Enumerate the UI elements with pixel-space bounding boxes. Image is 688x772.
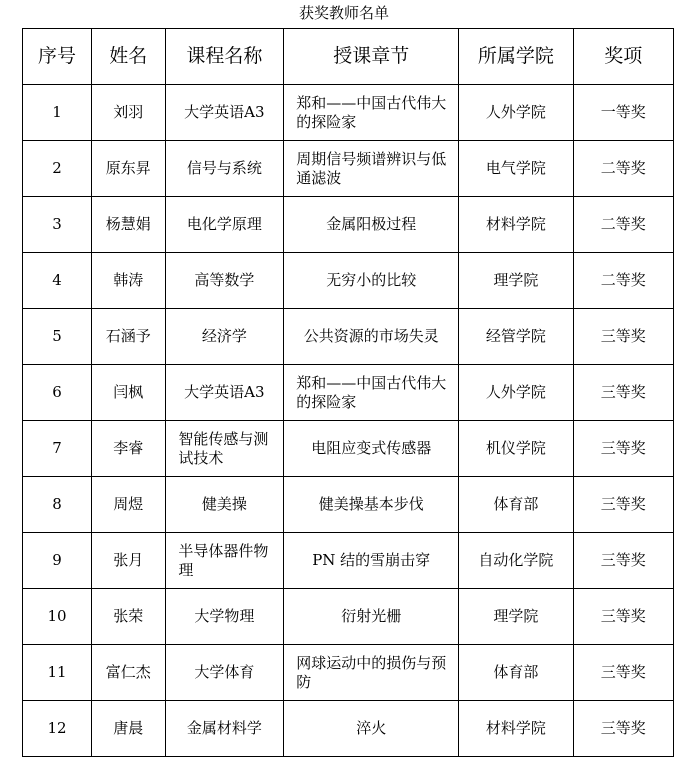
course-text: 半导体器件物理 [178,541,269,579]
table-row [23,533,674,589]
cell-course [165,645,284,701]
cell-name: 富仁杰 [92,645,165,701]
cell-award: 一等奖 [573,85,673,141]
cell-topic [284,421,459,477]
cell-topic [284,141,459,197]
cell-award: 三等奖 [573,533,673,589]
header-name: 姓名 [92,29,165,85]
table-header-row [23,29,674,85]
cell-no: 6 [23,365,92,421]
cell-topic [284,701,459,757]
cell-no: 5 [23,309,92,365]
cell-award: 二等奖 [573,253,673,309]
document-title: 获奖教师名单 [298,4,389,22]
cell-no: 11 [23,645,92,701]
cell-no: 9 [23,533,92,589]
cell-no: 3 [23,197,92,253]
table-row [23,589,674,645]
cell-course [165,141,284,197]
cell-dept: 理学院 [459,589,573,645]
table-row [23,645,674,701]
cell-topic [284,589,459,645]
cell-course [165,365,284,421]
header-dept: 所属学院 [459,29,573,85]
cell-course [165,85,284,141]
cell-course [165,309,284,365]
table-row [23,701,674,757]
cell-dept: 体育部 [459,477,573,533]
cell-no: 7 [23,421,92,477]
table-row [23,253,674,309]
cell-award: 三等奖 [573,477,673,533]
cell-topic [284,253,459,309]
cell-dept: 材料学院 [459,701,573,757]
cell-award: 二等奖 [573,197,673,253]
table-row [23,141,674,197]
cell-topic [284,477,459,533]
cell-dept: 自动化学院 [459,533,573,589]
course-text: 大学物理 [194,607,255,625]
cell-name: 刘羽 [92,85,165,141]
cell-topic [284,197,459,253]
cell-name: 石涵予 [92,309,165,365]
topic-text: 衍射光栅 [341,607,402,625]
cell-award: 三等奖 [573,309,673,365]
course-text: 金属材料学 [186,719,262,737]
topic-text: 电阻应变式传感器 [311,439,432,457]
cell-name: 唐晨 [92,701,165,757]
cell-dept: 体育部 [459,645,573,701]
cell-topic [284,85,459,141]
header-no: 序号 [23,29,92,85]
course-text: 智能传感与测试技术 [178,429,269,467]
cell-name: 张荣 [92,589,165,645]
topic-text: 周期信号频谱辨识与低通滤波 [296,149,447,187]
course-text: 健美操 [201,495,247,513]
table-row [23,365,674,421]
course-text: 大学体育 [194,663,255,681]
table-row [23,477,674,533]
table-row [23,85,674,141]
table-row [23,197,674,253]
header-course: 课程名称 [165,29,284,85]
topic-text: 郑和——中国古代伟大的探险家 [296,93,447,131]
cell-name: 韩涛 [92,253,165,309]
cell-topic [284,533,459,589]
cell-dept: 经管学院 [459,309,573,365]
cell-course [165,533,284,589]
cell-name: 李睿 [92,421,165,477]
table-row [23,309,674,365]
topic-text: 健美操基本步伐 [318,495,424,513]
course-text: 大学英语A3 [184,103,265,121]
course-text: 经济学 [201,327,247,345]
cell-topic [284,309,459,365]
header-topic: 授课章节 [284,29,459,85]
cell-course [165,253,284,309]
cell-award: 三等奖 [573,365,673,421]
cell-name: 周煜 [92,477,165,533]
topic-text: 公共资源的市场失灵 [303,327,439,345]
cell-no: 12 [23,701,92,757]
cell-no: 1 [23,85,92,141]
cell-no: 2 [23,141,92,197]
topic-text: 郑和——中国古代伟大的探险家 [296,373,447,411]
topic-text: 网球运动中的损伤与预防 [296,653,447,691]
cell-course [165,477,284,533]
cell-dept: 电气学院 [459,141,573,197]
cell-award: 三等奖 [573,589,673,645]
cell-course [165,421,284,477]
topic-text: 金属阳极过程 [326,215,417,233]
cell-dept: 人外学院 [459,365,573,421]
cell-course [165,701,284,757]
course-text: 高等数学 [194,271,255,289]
cell-name: 原东昇 [92,141,165,197]
cell-course [165,589,284,645]
table-row [23,421,674,477]
cell-dept: 机仪学院 [459,421,573,477]
cell-no: 4 [23,253,92,309]
cell-award: 三等奖 [573,645,673,701]
course-text: 电化学原理 [186,215,262,233]
cell-dept: 人外学院 [459,85,573,141]
topic-text: 无穷小的比较 [326,271,417,289]
cell-topic [284,645,459,701]
cell-name: 张月 [92,533,165,589]
topic-text: PN 结的雪崩击穿 [312,551,431,569]
topic-text: 淬火 [356,719,387,737]
cell-name: 闫枫 [92,365,165,421]
cell-no: 10 [23,589,92,645]
cell-award: 三等奖 [573,421,673,477]
cell-course [165,197,284,253]
course-text: 信号与系统 [186,159,262,177]
award-teacher-table [22,28,674,757]
cell-award: 三等奖 [573,701,673,757]
cell-dept: 理学院 [459,253,573,309]
cell-topic [284,365,459,421]
cell-name: 杨慧娟 [92,197,165,253]
cell-no: 8 [23,477,92,533]
course-text: 大学英语A3 [184,383,265,401]
cell-award: 二等奖 [573,141,673,197]
cell-dept: 材料学院 [459,197,573,253]
header-award: 奖项 [573,29,673,85]
